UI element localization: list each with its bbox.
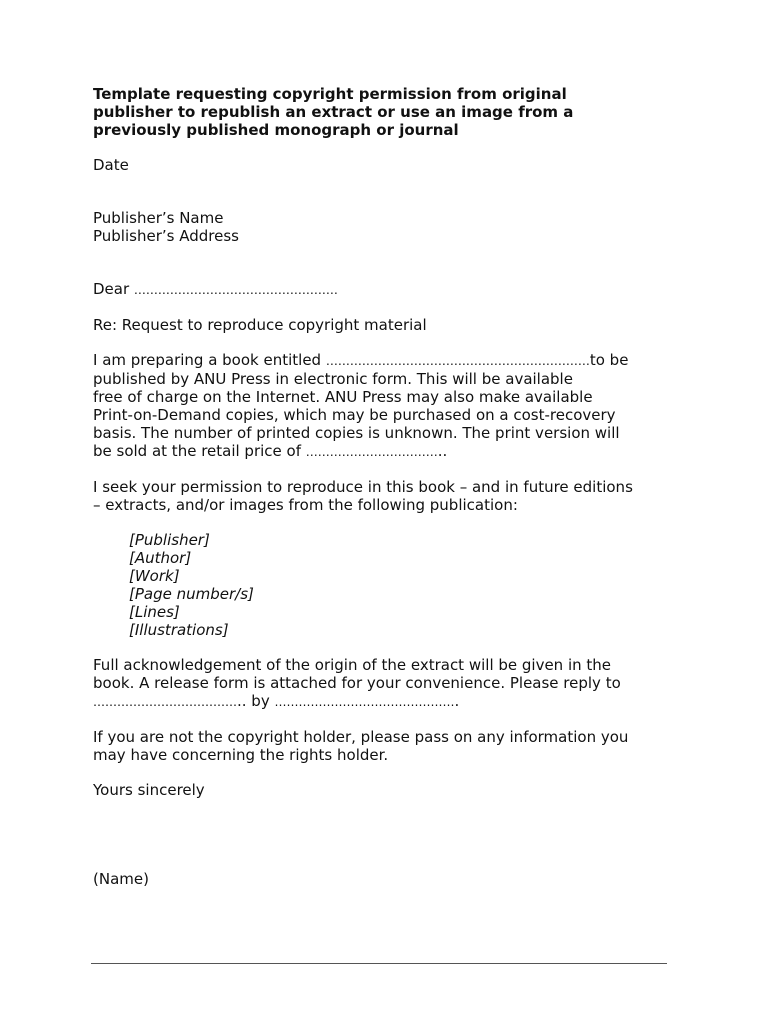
paragraph-rights-holder xyxy=(93,728,683,764)
publisher-address: Publisher’s Address xyxy=(93,227,239,245)
title-line: previously published monograph or journal xyxy=(93,121,459,139)
p1-text: be sold at the retail price of xyxy=(93,442,306,460)
p1-line: free of charge on the Internet. ANU Press may also make available xyxy=(93,388,593,406)
paragraph-book-details xyxy=(93,351,683,461)
detail-author: [Author] xyxy=(129,549,192,567)
p1-line: published by ANU Press in electronic form. This will be available xyxy=(93,370,573,388)
p3-text: . xyxy=(454,692,460,710)
footer-divider xyxy=(91,963,667,964)
p2-line: I seek your permission to reproduce in this book – and in future editions xyxy=(93,478,633,496)
recipient-blank: …………………………………………… xyxy=(133,283,338,297)
publication-details-list xyxy=(93,531,683,639)
salutation xyxy=(93,280,683,299)
closing: Yours sincerely xyxy=(93,781,205,799)
subject-line: Re: Request to reproduce copyright material xyxy=(93,316,427,334)
publisher-name: Publisher’s Name xyxy=(93,209,224,227)
p3-line: Full acknowledgement of the origin of the extract will be given in the xyxy=(93,656,612,674)
retail-price-blank: …………………………… xyxy=(305,445,438,459)
detail-lines: [Lines] xyxy=(129,603,180,621)
detail-page-numbers: [Page number/s] xyxy=(129,585,254,603)
document-title xyxy=(93,85,683,139)
p4-line: may have concerning the rights holder. xyxy=(93,746,389,764)
book-title-blank: ………………………………………………………… xyxy=(325,354,590,368)
date-label: Date xyxy=(93,156,129,174)
reply-name-blank: ……………………………… xyxy=(93,695,237,709)
dear-label: Dear xyxy=(93,280,134,298)
paragraph-acknowledgement xyxy=(93,656,683,711)
reply-date-blank: ……………………………………… xyxy=(274,695,455,709)
title-line: publisher to republish an extract or use an image from a xyxy=(93,103,574,121)
p1-line: Print-on-Demand copies, which may be purchased on a cost-recovery xyxy=(93,406,616,424)
paragraph-permission-request xyxy=(93,478,683,514)
p3-text: .. by xyxy=(237,692,275,710)
p2-line: – extracts, and/or images from the following publication: xyxy=(93,496,518,514)
p1-line: basis. The number of printed copies is unknown. The print version will xyxy=(93,424,620,442)
title-line: Template requesting copyright permission from original xyxy=(93,85,567,103)
p3-line: book. A release form is attached for your convenience. Please reply to xyxy=(93,674,621,692)
signature-name: (Name) xyxy=(93,870,149,888)
p4-line: If you are not the copyright holder, please pass on any information you xyxy=(93,728,629,746)
p1-text: to be xyxy=(589,351,629,369)
p1-text: .. xyxy=(437,442,448,460)
p1-text: I am preparing a book entitled xyxy=(93,351,326,369)
detail-publisher: [Publisher] xyxy=(129,531,210,549)
detail-illustrations: [Illustrations] xyxy=(129,621,229,639)
letter-template xyxy=(93,85,683,888)
detail-work: [Work] xyxy=(129,567,180,585)
